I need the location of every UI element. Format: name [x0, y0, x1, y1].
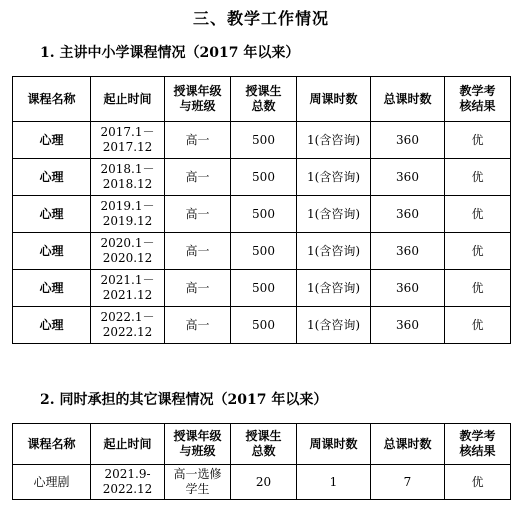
- cell-period: 2018.1－ 2018.12: [91, 159, 165, 196]
- cell-period: 2021.9- 2022.12: [91, 465, 165, 500]
- cell-students: 500: [231, 196, 297, 233]
- cell-course: 心理: [13, 122, 91, 159]
- cell-students: 500: [231, 159, 297, 196]
- cell-weekly-hours: 1(含咨询): [297, 307, 371, 344]
- cell-period: 2020.1－ 2020.12: [91, 233, 165, 270]
- cell-course: 心理: [13, 196, 91, 233]
- table-row: [13, 307, 511, 344]
- header-total-hours: 总课时数: [371, 424, 445, 465]
- cell-total-hours: 360: [371, 159, 445, 196]
- cell-students: 500: [231, 233, 297, 270]
- cell-grade: 高一: [165, 233, 231, 270]
- table-header-row: [13, 77, 511, 122]
- cell-assessment: 优: [445, 196, 511, 233]
- section1-title: 1. 主讲中小学课程情况（2017 年以来）: [40, 45, 300, 61]
- cell-total-hours: 360: [371, 122, 445, 159]
- cell-grade: 高一: [165, 270, 231, 307]
- header-weekly-hours: 周课时数: [297, 77, 371, 122]
- cell-total-hours: 360: [371, 196, 445, 233]
- cell-weekly-hours: 1(含咨询): [297, 233, 371, 270]
- cell-students: 20: [231, 465, 297, 500]
- header-period: 起止时间: [91, 77, 165, 122]
- cell-assessment: 优: [445, 307, 511, 344]
- header-course-name: 课程名称: [13, 424, 91, 465]
- cell-period: 2022.1－ 2022.12: [91, 307, 165, 344]
- cell-total-hours: 7: [371, 465, 445, 500]
- header-total-hours: 总课时数: [371, 77, 445, 122]
- cell-course: 心理: [13, 159, 91, 196]
- cell-students: 500: [231, 270, 297, 307]
- cell-course: 心理: [13, 233, 91, 270]
- cell-total-hours: 360: [371, 233, 445, 270]
- cell-assessment: 优: [445, 159, 511, 196]
- section2-title: 2. 同时承担的其它课程情况（2017 年以来）: [40, 392, 328, 408]
- header-weekly-hours: 周课时数: [297, 424, 371, 465]
- cell-total-hours: 360: [371, 270, 445, 307]
- cell-assessment: 优: [445, 465, 511, 500]
- cell-total-hours: 360: [371, 307, 445, 344]
- header-student-count: 授课生 总数: [231, 77, 297, 122]
- table-row: [13, 122, 511, 159]
- cell-course: 心理剧: [13, 465, 91, 500]
- header-grade-class: 授课年级 与班级: [165, 424, 231, 465]
- header-grade-class: 授课年级 与班级: [165, 77, 231, 122]
- table-row: [13, 270, 511, 307]
- cell-weekly-hours: 1(含咨询): [297, 122, 371, 159]
- cell-assessment: 优: [445, 233, 511, 270]
- table-row: [13, 159, 511, 196]
- table-row: [13, 196, 511, 233]
- table-header-row: [13, 424, 511, 465]
- cell-course: 心理: [13, 307, 91, 344]
- cell-grade: 高一: [165, 307, 231, 344]
- cell-weekly-hours: 1: [297, 465, 371, 500]
- cell-grade: 高一: [165, 159, 231, 196]
- cell-grade: 高一: [165, 196, 231, 233]
- header-assessment: 教学考 核结果: [445, 424, 511, 465]
- page-heading: 三、教学工作情况: [192, 9, 329, 28]
- header-period: 起止时间: [91, 424, 165, 465]
- header-student-count: 授课生 总数: [231, 424, 297, 465]
- cell-weekly-hours: 1(含咨询): [297, 196, 371, 233]
- cell-weekly-hours: 1(含咨询): [297, 270, 371, 307]
- header-assessment: 教学考 核结果: [445, 77, 511, 122]
- table-row: [13, 233, 511, 270]
- cell-weekly-hours: 1(含咨询): [297, 159, 371, 196]
- cell-students: 500: [231, 307, 297, 344]
- cell-students: 500: [231, 122, 297, 159]
- cell-grade: 高一: [165, 122, 231, 159]
- cell-period: 2019.1－ 2019.12: [91, 196, 165, 233]
- header-course-name: 课程名称: [13, 77, 91, 122]
- cell-grade: 高一选修 学生: [165, 465, 231, 500]
- cell-assessment: 优: [445, 270, 511, 307]
- cell-period: 2021.1－ 2021.12: [91, 270, 165, 307]
- table-row: [13, 465, 511, 500]
- cell-period: 2017.1－ 2017.12: [91, 122, 165, 159]
- teaching-courses-table: [12, 76, 511, 344]
- cell-course: 心理: [13, 270, 91, 307]
- cell-assessment: 优: [445, 122, 511, 159]
- other-courses-table: [12, 423, 511, 500]
